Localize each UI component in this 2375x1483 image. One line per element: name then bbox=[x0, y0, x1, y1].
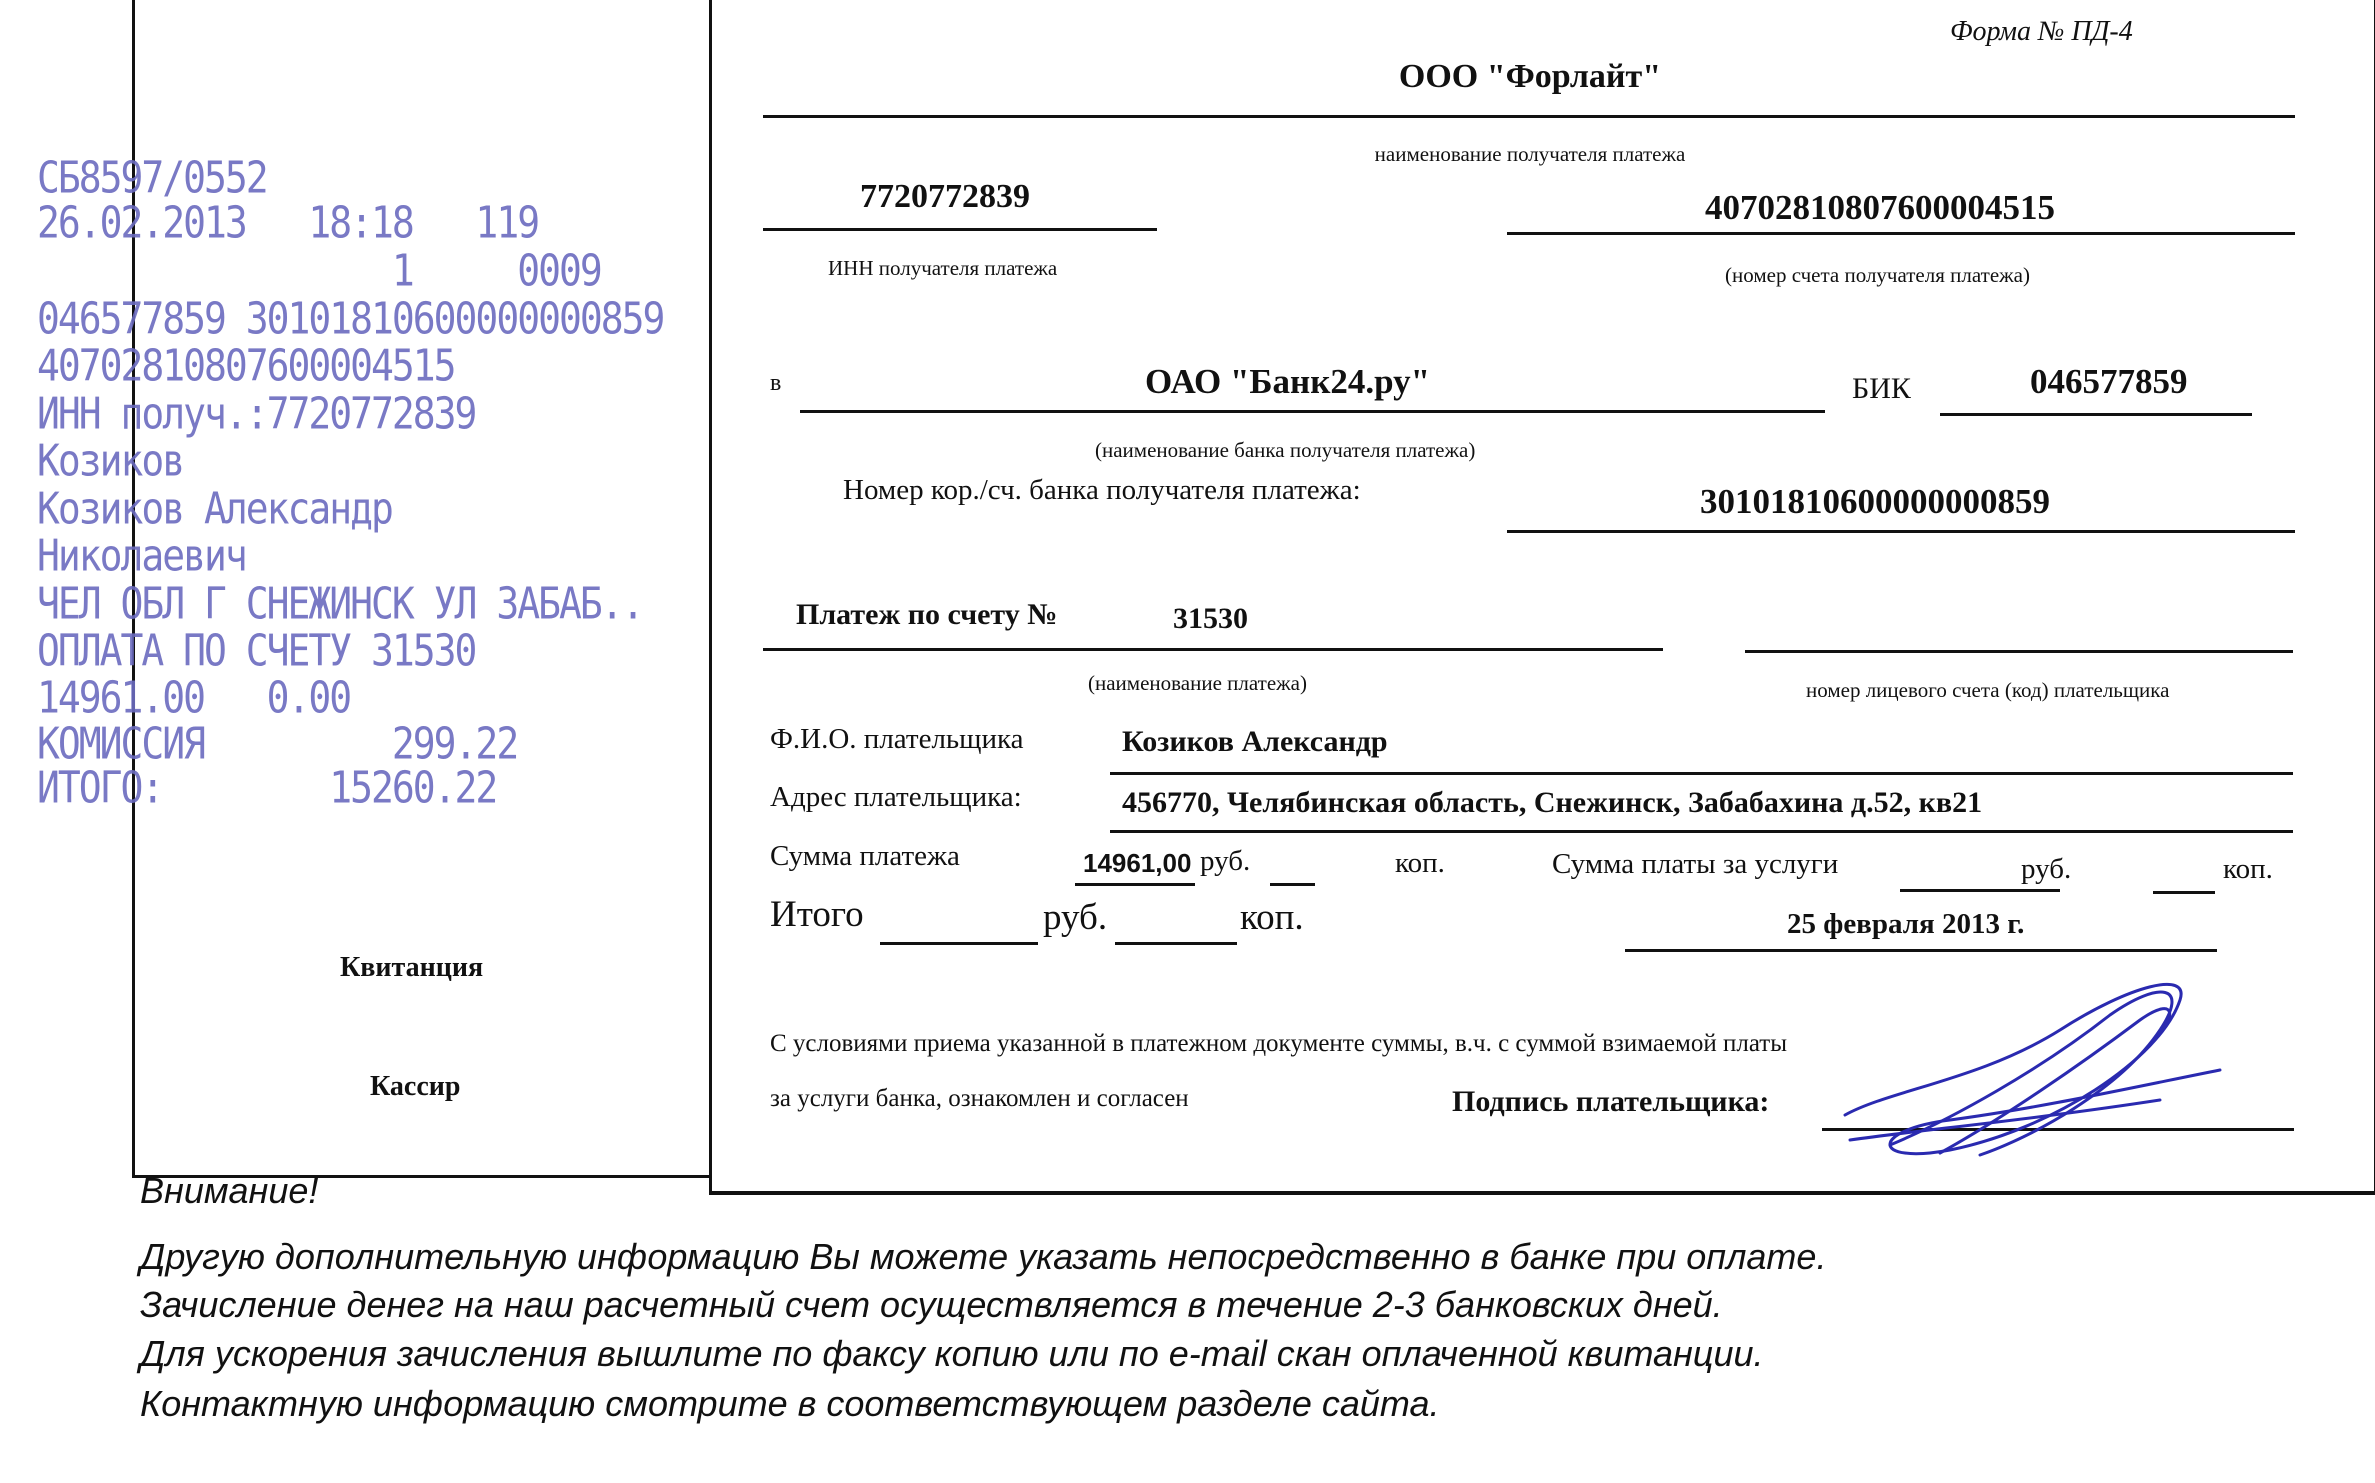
notice-line: Контактную информацию смотрите в соответствующем разделе сайта. bbox=[140, 1383, 1440, 1424]
account-value: 40702810807600004515 bbox=[1705, 188, 2055, 227]
payer-name-line bbox=[1110, 772, 2293, 775]
stamp-line: ИТОГО: 15260.22 bbox=[37, 762, 497, 813]
bik-line bbox=[1940, 413, 2252, 416]
bank-caption: (наименование банка получателя платежа) bbox=[1095, 438, 1476, 462]
payment-date: 25 февраля 2013 г. bbox=[1787, 908, 2025, 940]
notice-heading: Внимание! bbox=[140, 1170, 319, 1211]
cashier-label: Кассир bbox=[370, 1071, 461, 1102]
payment-line bbox=[763, 648, 1663, 651]
payment-caption: (наименование платежа) bbox=[1088, 671, 1307, 695]
stamp-line: КОМИССИЯ 299.22 bbox=[37, 718, 518, 769]
terms-line-1: С условиями приема указанной в платежном документе суммы, в.ч. с суммой взимаемой платы bbox=[770, 1030, 1788, 1057]
payer-signature bbox=[1830, 970, 2230, 1170]
stamp-line: Козиков Александр bbox=[37, 483, 392, 534]
account-caption: (номер счета получателя платежа) bbox=[1725, 263, 2030, 287]
payment-number: 31530 bbox=[1173, 602, 1248, 635]
fee-rub-line bbox=[1900, 889, 2060, 892]
stamp-line: 40702810807600004515 bbox=[37, 340, 455, 391]
payer-address-line bbox=[1110, 830, 2293, 833]
sum-value: 14961,00 bbox=[1083, 848, 1192, 878]
bik-value: 046577859 bbox=[2030, 362, 2188, 401]
terms-line-2: за услуги банка, ознакомлен и согласен bbox=[770, 1085, 1189, 1112]
sum-rub-line bbox=[1075, 883, 1195, 886]
payer-address: 456770, Челябинская область, Снежинск, Забабахина д.52, кв21 bbox=[1122, 786, 1983, 819]
notice-line: Зачисление денег на наш расчетный счет осуществляется в течение 2-3 банковских дней. bbox=[140, 1284, 1723, 1325]
inn-caption: ИНН получателя платежа bbox=[828, 256, 1058, 280]
receipt-title: Квитанция bbox=[340, 952, 484, 983]
total-rub: руб. bbox=[1043, 897, 1108, 938]
stamp-line: Козиков bbox=[37, 435, 184, 486]
bank-prefix: в bbox=[770, 370, 782, 396]
payer-name-label: Ф.И.О. плательщика bbox=[770, 723, 1024, 755]
corr-account-label: Номер кор./сч. банка получателя платежа: bbox=[843, 474, 1361, 506]
personal-account-line bbox=[1745, 650, 2293, 653]
stamp-line: 1 0009 bbox=[37, 245, 601, 296]
sum-label: Сумма платежа bbox=[770, 840, 960, 872]
account-line bbox=[1507, 232, 2295, 235]
stamp-line: 14961.00 0.00 bbox=[37, 672, 351, 723]
bik-label: БИК bbox=[1852, 372, 1911, 405]
bank-name-line bbox=[800, 410, 1825, 413]
form-number: Форма № ПД-4 bbox=[1950, 16, 2133, 47]
personal-account-caption: номер лицевого счета (код) плательщика bbox=[1806, 678, 2170, 702]
inn-line bbox=[763, 228, 1157, 231]
date-line bbox=[1625, 949, 2217, 952]
inn-value: 7720772839 bbox=[860, 178, 1030, 215]
total-rub-line bbox=[880, 942, 1038, 945]
payer-address-label: Адрес плательщика: bbox=[770, 781, 1022, 813]
fee-kop: коп. bbox=[2223, 853, 2273, 885]
stamp-line: 046577859 30101810600000000859 bbox=[37, 293, 664, 344]
sum-rub: руб. bbox=[1200, 845, 1251, 877]
corr-account-line bbox=[1507, 530, 2295, 533]
service-fee-label: Сумма платы за услуги bbox=[1552, 848, 1839, 880]
stamp-line: 26.02.2013 18:18 119 bbox=[37, 197, 539, 248]
bank-name: ОАО "Банк24.ру" bbox=[1145, 362, 1431, 401]
total-kop: коп. bbox=[1240, 897, 1304, 938]
total-label: Итого bbox=[770, 894, 864, 935]
fee-kop-line bbox=[2153, 891, 2215, 894]
recipient-name: ООО "Форлайт" bbox=[1398, 58, 1662, 95]
sum-kop-line bbox=[1270, 883, 1315, 886]
recipient-name-line bbox=[763, 115, 2295, 118]
stamp-line: СБ8597/0552 bbox=[37, 152, 267, 203]
stamp-line: ИНН получ.:7720772839 bbox=[37, 388, 476, 439]
notice-line: Другую дополнительную информацию Вы можете указать непосредственно в банке при оплате. bbox=[140, 1236, 1827, 1277]
corr-account-value: 30101810600000000859 bbox=[1700, 482, 2050, 521]
recipient-name-caption: наименование получателя платежа bbox=[1374, 142, 1686, 166]
stamp-line: ЧЕЛ ОБЛ Г СНЕЖИНСК УЛ ЗАБАБ.. bbox=[37, 578, 643, 629]
payment-label: Платеж по счету № bbox=[796, 598, 1058, 631]
stamp-line: Николаевич bbox=[37, 530, 246, 581]
signature-label: Подпись плательщика: bbox=[1452, 1085, 1770, 1118]
notice-line: Для ускорения зачисления вышлите по факсу копию или по e-mail скан оплаченной квитанции. bbox=[140, 1333, 1764, 1374]
stamp-line: ОПЛАТА ПО СЧЕТУ 31530 bbox=[37, 625, 476, 676]
sum-kop: коп. bbox=[1395, 847, 1445, 879]
fee-rub: руб. bbox=[2021, 853, 2072, 885]
payer-name: Козиков Александр bbox=[1122, 725, 1388, 758]
total-kop-line bbox=[1115, 942, 1237, 945]
